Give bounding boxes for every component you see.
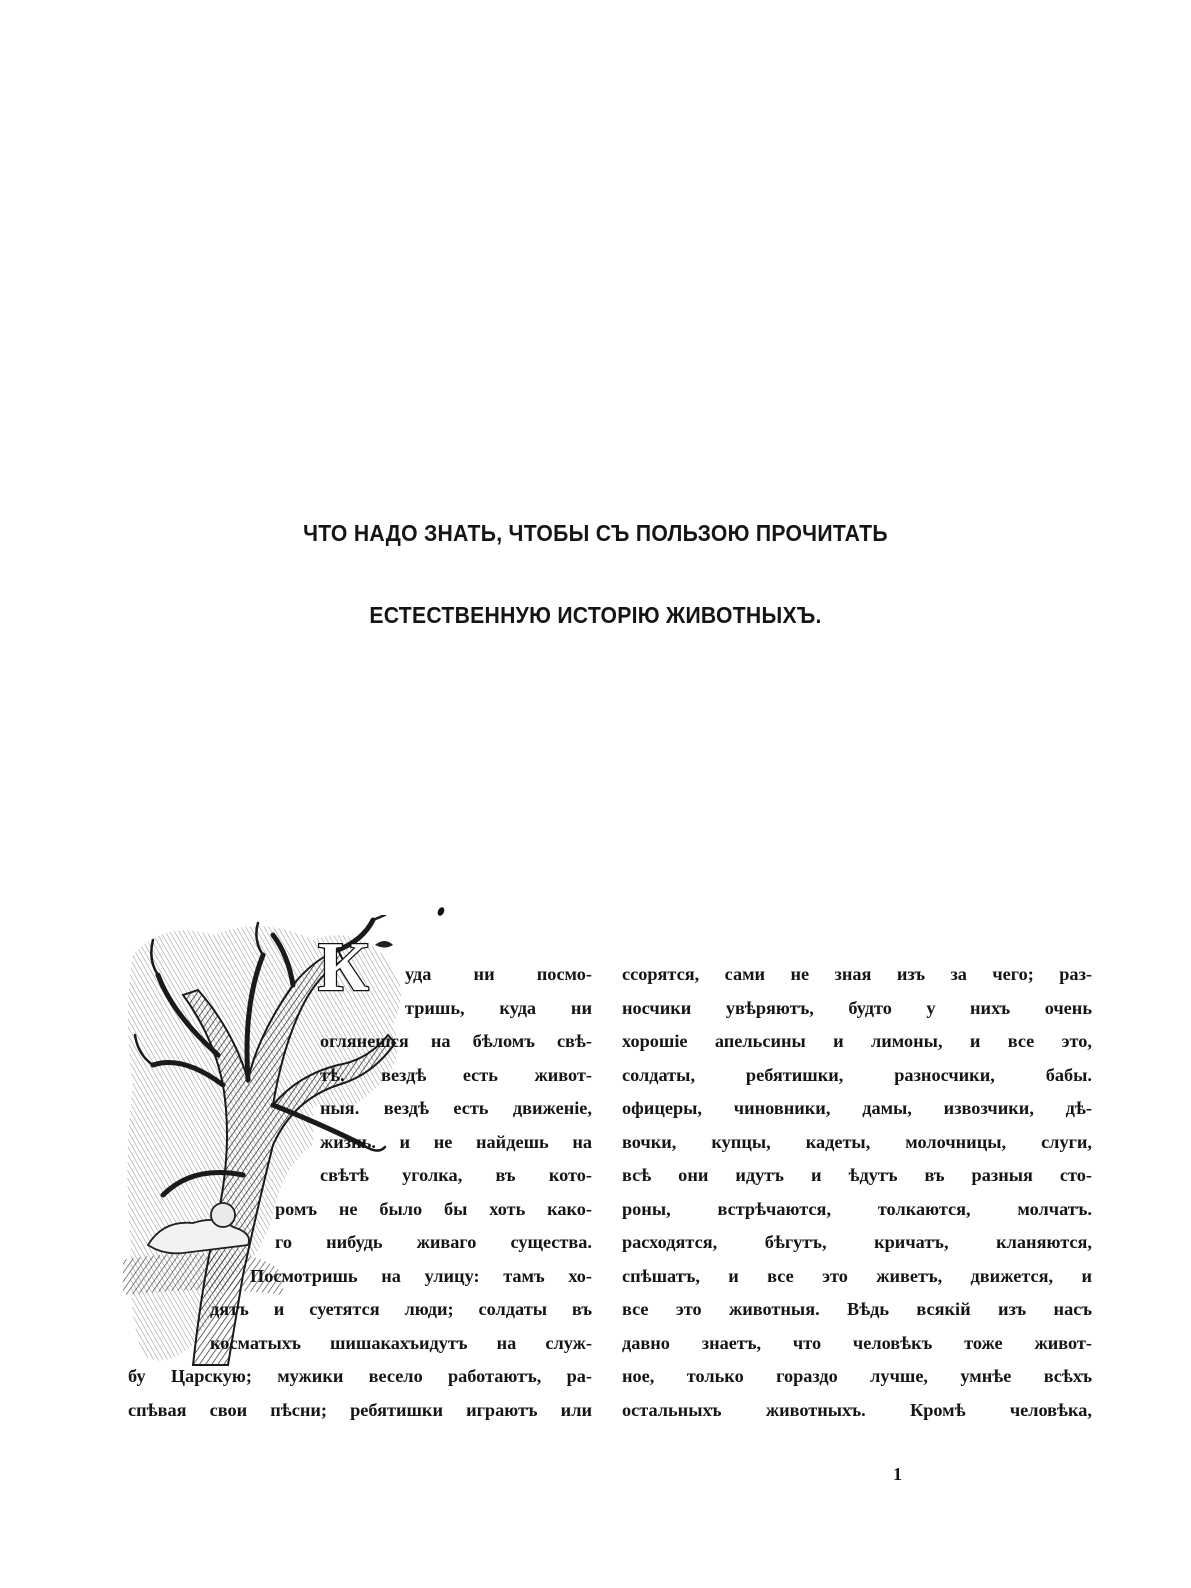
page-title-line-2: ЕСТЕСТВЕННУЮ ИСТОРІЮ ЖИВОТНЫХЪ. xyxy=(369,602,822,628)
text-line: остальныхъ животныхъ. Кромѣ человѣка, xyxy=(622,1399,1092,1420)
text-line: спѣвая свои пѣсни; ребятишки играютъ или xyxy=(128,1399,592,1420)
text-line: роны, встрѣчаются, толкаются, молчатъ. xyxy=(622,1198,1092,1219)
text-line: Посмотришь на улицу: тамъ хо- xyxy=(250,1265,592,1286)
text-line: жизнь. и не найдешь на xyxy=(320,1131,592,1152)
text-line: ссорятся, сами не зная изъ за чего; раз- xyxy=(622,964,1092,984)
page-title-line-1: ЧТО НАДО ЗНАТЬ, ЧТОБЫ СЪ ПОЛЬЗОЮ ПРОЧИТАТЬ xyxy=(303,520,888,546)
text-line: давно знаетъ, что человѣкъ тоже живот- xyxy=(622,1332,1092,1353)
text-column-right xyxy=(622,958,1092,1458)
text-line: свѣтѣ уголка, въ кото- xyxy=(320,1165,592,1185)
text-line: ромъ не было бы хоть како- xyxy=(275,1198,592,1219)
text-line: офицеры, чиновники, дамы, извозчики, дѣ- xyxy=(622,1098,1092,1118)
text-line: оглянешся на бѣломъ свѣ- xyxy=(320,1031,592,1051)
text-line: тѣ. вездѣ есть живот- xyxy=(320,1064,592,1085)
text-line: бу Царскую; мужики весело работаютъ, ра- xyxy=(128,1366,592,1386)
text-line: расходятся, бѣгутъ, кричатъ, кланяются, xyxy=(622,1232,1092,1252)
text-line: все это животныя. Вѣдь всякій изъ насъ xyxy=(622,1299,1092,1319)
drop-cap-letter: К xyxy=(318,929,369,1006)
text-line: го нибудь живаго существа. xyxy=(275,1232,592,1252)
ink-speck xyxy=(436,906,445,917)
text-line: косматыхъ шишакахъидутъ на служ- xyxy=(210,1332,592,1353)
text-line: вочки, купцы, кадеты, молочницы, слуги, xyxy=(622,1131,1092,1152)
text-line: хорошіе апельсины и лимоны, и все это, xyxy=(622,1031,1092,1051)
text-line: спѣшатъ, и все это живетъ, движется, и xyxy=(622,1265,1092,1286)
text-line: уда ни посмо- xyxy=(405,964,592,984)
text-line: дятъ и суетятся люди; солдаты въ xyxy=(210,1299,592,1319)
text-column-left xyxy=(0,958,600,1458)
text-line: солдаты, ребятишки, разносчики, бабы. xyxy=(622,1064,1092,1085)
text-line: всѣ они идутъ и ѣдутъ въ разныя сто- xyxy=(622,1165,1092,1185)
text-line: ное, только гораздо лучше, умнѣе всѣхъ xyxy=(622,1366,1092,1386)
text-line: тришь, куда ни xyxy=(405,997,592,1018)
page-number: 1 xyxy=(893,1464,902,1484)
text-line: ныя. вездѣ есть движеніе, xyxy=(320,1098,592,1118)
text-line: носчики увѣряютъ, будто у нихъ очень xyxy=(622,997,1092,1018)
